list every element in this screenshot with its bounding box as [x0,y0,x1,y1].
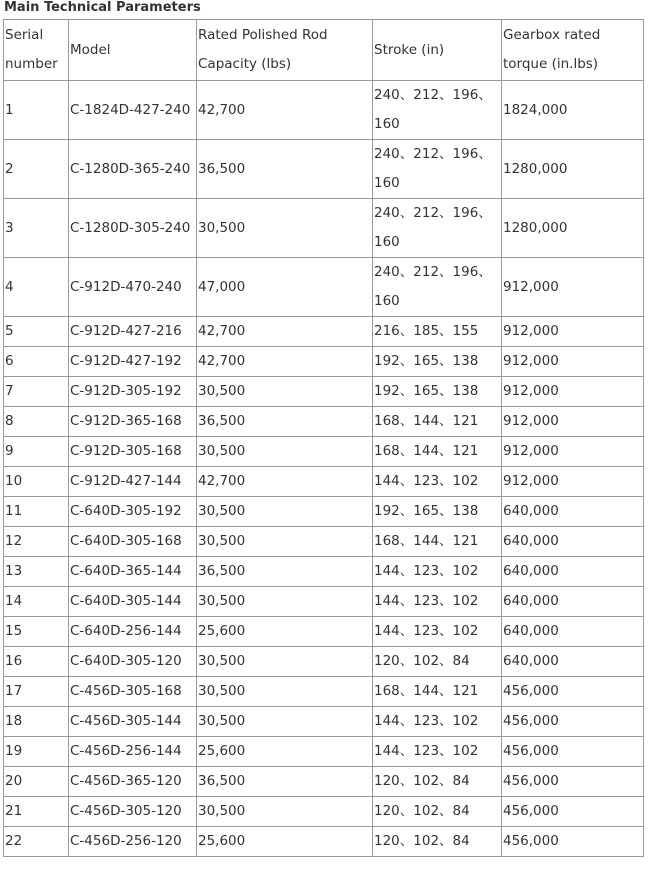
cell-model: C-912D-365-168 [69,407,197,437]
table-row [4,587,644,617]
cell-serial-number: 13 [4,557,69,587]
table-row [4,647,644,677]
technical-parameters-table [3,19,644,857]
table-row [4,527,644,557]
header-rated-capacity: Rated Polished Rod Capacity (lbs) [197,20,373,81]
cell-rated-capacity: 47,000 [197,258,373,317]
table-row [4,199,644,258]
table-body [4,20,644,857]
cell-serial-number: 20 [4,767,69,797]
cell-model: C-456D-256-120 [69,827,197,857]
cell-serial-number: 22 [4,827,69,857]
table-row [4,258,644,317]
cell-stroke: 144、123、102 [373,707,502,737]
cell-gearbox-torque: 640,000 [502,497,644,527]
cell-gearbox-torque: 1280,000 [502,140,644,199]
header-stroke: Stroke (in) [373,20,502,81]
cell-stroke: 192、165、138 [373,377,502,407]
cell-model: C-640D-305-192 [69,497,197,527]
cell-stroke: 144、123、102 [373,467,502,497]
cell-stroke: 168、144、121 [373,677,502,707]
cell-gearbox-torque: 1280,000 [502,199,644,258]
cell-rated-capacity: 30,500 [197,199,373,258]
cell-rated-capacity: 25,600 [197,827,373,857]
cell-serial-number: 21 [4,797,69,827]
cell-serial-number: 11 [4,497,69,527]
cell-rated-capacity: 30,500 [197,377,373,407]
cell-model: C-456D-305-144 [69,707,197,737]
cell-rated-capacity: 36,500 [197,767,373,797]
cell-stroke: 240、212、196、160 [373,81,502,140]
table-row [4,467,644,497]
cell-rated-capacity: 30,500 [197,647,373,677]
cell-gearbox-torque: 456,000 [502,677,644,707]
cell-stroke: 144、123、102 [373,587,502,617]
header-serial-number: Serial number [4,20,69,81]
cell-model: C-640D-365-144 [69,557,197,587]
cell-model: C-456D-305-168 [69,677,197,707]
cell-rated-capacity: 42,700 [197,317,373,347]
cell-serial-number: 8 [4,407,69,437]
cell-gearbox-torque: 640,000 [502,527,644,557]
cell-gearbox-torque: 912,000 [502,467,644,497]
cell-rated-capacity: 42,700 [197,347,373,377]
cell-rated-capacity: 36,500 [197,140,373,199]
cell-stroke: 144、123、102 [373,617,502,647]
cell-serial-number: 16 [4,647,69,677]
cell-serial-number: 2 [4,140,69,199]
cell-rated-capacity: 42,700 [197,81,373,140]
header-gearbox-torque: Gearbox rated torque (in.lbs) [502,20,644,81]
cell-model: C-912D-305-168 [69,437,197,467]
cell-model: C-912D-427-192 [69,347,197,377]
cell-gearbox-torque: 640,000 [502,617,644,647]
cell-rated-capacity: 30,500 [197,587,373,617]
cell-model: C-912D-305-192 [69,377,197,407]
cell-serial-number: 1 [4,81,69,140]
cell-gearbox-torque: 912,000 [502,437,644,467]
table-row [4,347,644,377]
cell-gearbox-torque: 640,000 [502,557,644,587]
cell-stroke: 144、123、102 [373,557,502,587]
table-row [4,557,644,587]
table-row [4,317,644,347]
cell-serial-number: 7 [4,377,69,407]
cell-gearbox-torque: 912,000 [502,347,644,377]
cell-stroke: 168、144、121 [373,437,502,467]
cell-serial-number: 6 [4,347,69,377]
cell-rated-capacity: 25,600 [197,617,373,647]
cell-serial-number: 10 [4,467,69,497]
cell-stroke: 120、102、84 [373,827,502,857]
cell-serial-number: 12 [4,527,69,557]
cell-stroke: 168、144、121 [373,527,502,557]
table-row [4,140,644,199]
cell-serial-number: 9 [4,437,69,467]
cell-rated-capacity: 30,500 [197,677,373,707]
cell-stroke: 120、102、84 [373,647,502,677]
cell-stroke: 120、102、84 [373,797,502,827]
page-title: Main Technical Parameters [4,0,201,15]
cell-serial-number: 18 [4,707,69,737]
cell-model: C-1280D-365-240 [69,140,197,199]
cell-model: C-912D-470-240 [69,258,197,317]
table-row [4,437,644,467]
cell-serial-number: 17 [4,677,69,707]
cell-rated-capacity: 30,500 [197,497,373,527]
cell-rated-capacity: 30,500 [197,527,373,557]
cell-gearbox-torque: 456,000 [502,797,644,827]
cell-gearbox-torque: 456,000 [502,737,644,767]
cell-serial-number: 4 [4,258,69,317]
cell-stroke: 216、185、155 [373,317,502,347]
cell-rated-capacity: 36,500 [197,557,373,587]
cell-rated-capacity: 42,700 [197,467,373,497]
cell-serial-number: 15 [4,617,69,647]
cell-model: C-456D-256-144 [69,737,197,767]
cell-model: C-640D-256-144 [69,617,197,647]
cell-serial-number: 3 [4,199,69,258]
cell-gearbox-torque: 456,000 [502,827,644,857]
cell-stroke: 192、165、138 [373,347,502,377]
cell-serial-number: 19 [4,737,69,767]
cell-gearbox-torque: 456,000 [502,707,644,737]
table-row [4,677,644,707]
cell-gearbox-torque: 456,000 [502,767,644,797]
cell-gearbox-torque: 912,000 [502,377,644,407]
table-row [4,827,644,857]
table-row [4,737,644,767]
table-row [4,407,644,437]
table-row [4,707,644,737]
cell-model: C-1824D-427-240 [69,81,197,140]
cell-model: C-640D-305-120 [69,647,197,677]
cell-gearbox-torque: 640,000 [502,587,644,617]
cell-model: C-1280D-305-240 [69,199,197,258]
table-header-row [4,20,644,81]
cell-stroke: 120、102、84 [373,767,502,797]
table-row [4,617,644,647]
cell-gearbox-torque: 912,000 [502,258,644,317]
cell-rated-capacity: 36,500 [197,407,373,437]
cell-serial-number: 5 [4,317,69,347]
cell-model: C-456D-365-120 [69,767,197,797]
cell-stroke: 192、165、138 [373,497,502,527]
cell-stroke: 240、212、196、160 [373,258,502,317]
cell-stroke: 144、123、102 [373,737,502,767]
cell-gearbox-torque: 1824,000 [502,81,644,140]
cell-rated-capacity: 30,500 [197,797,373,827]
cell-rated-capacity: 30,500 [197,707,373,737]
cell-model: C-456D-305-120 [69,797,197,827]
cell-gearbox-torque: 640,000 [502,647,644,677]
table-row [4,797,644,827]
header-model: Model [69,20,197,81]
table-row [4,377,644,407]
cell-gearbox-torque: 912,000 [502,407,644,437]
table-row [4,497,644,527]
cell-model: C-640D-305-168 [69,527,197,557]
cell-model: C-912D-427-144 [69,467,197,497]
cell-model: C-640D-305-144 [69,587,197,617]
cell-gearbox-torque: 912,000 [502,317,644,347]
table-row [4,767,644,797]
cell-rated-capacity: 30,500 [197,437,373,467]
cell-rated-capacity: 25,600 [197,737,373,767]
cell-stroke: 168、144、121 [373,407,502,437]
cell-model: C-912D-427-216 [69,317,197,347]
cell-stroke: 240、212、196、160 [373,199,502,258]
cell-serial-number: 14 [4,587,69,617]
cell-stroke: 240、212、196、160 [373,140,502,199]
table-row [4,81,644,140]
